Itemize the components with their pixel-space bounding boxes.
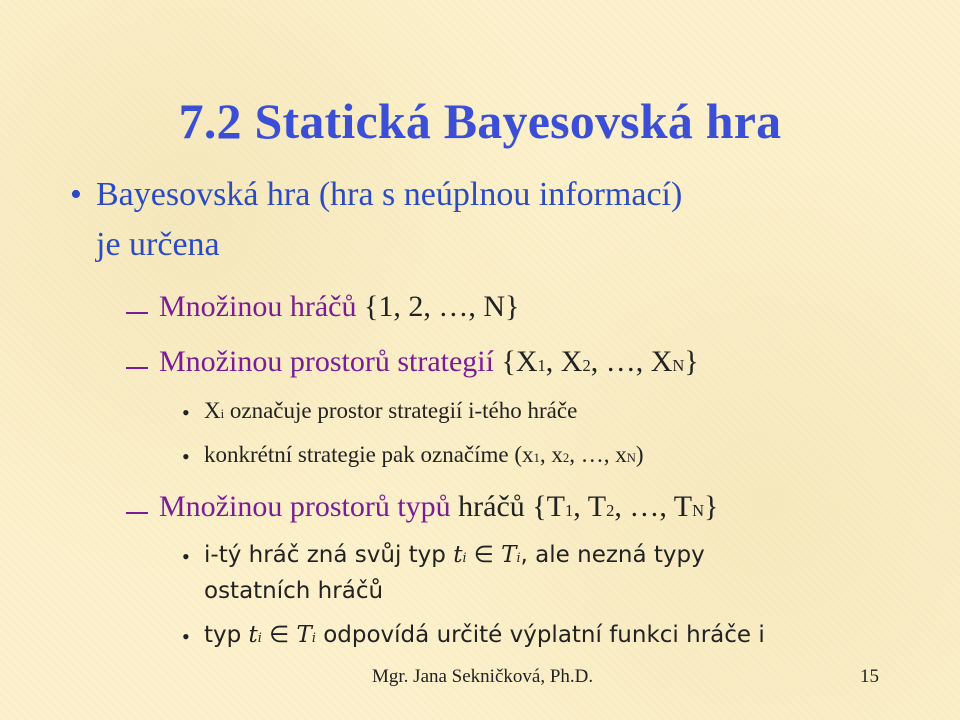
type-note-1-cont: ostatních hráčů [204, 578, 384, 604]
type-sets-math: {T1, T2, …, TN} [532, 490, 719, 523]
bullet-icon: • [182, 444, 190, 469]
slide-footer [0, 666, 960, 690]
intro-line-2 [96, 226, 220, 264]
type-note-1: • i-tý hráč zná svůj typ ti ∈ Ti, ale nezná typy [182, 542, 705, 569]
footer-author: Mgr. Jana Sekničková, Ph.D. [372, 666, 594, 687]
type-sets-label: Množinou prostorů typů [159, 490, 451, 523]
bullet-icon: • [182, 400, 190, 425]
dash-icon [126, 512, 148, 514]
strategy-note-1: • Xi označuje prostor strategií i-tého hráče [182, 398, 578, 425]
players-set-math: {1, 2, …, N} [363, 290, 520, 323]
strategy-sets-item [126, 345, 699, 379]
intro-line-1 [70, 176, 683, 214]
bullet-icon: • [182, 624, 190, 649]
slide-title: 7.2 Statická Bayesovská hra [178, 93, 782, 149]
intro-text-2: je určena [96, 226, 220, 263]
page-number: 15 [860, 666, 879, 687]
dash-icon [126, 367, 148, 369]
strategy-sets-label: Množinou prostorů strategií [159, 345, 494, 378]
type-sets-item [126, 490, 718, 524]
intro-text-1: Bayesovská hra (hra s neúplnou informací) [96, 176, 683, 213]
bullet-icon: • [182, 544, 190, 569]
type-note-2: • typ ti ∈ Ti odpovídá určité výplatní funkci hráče i [182, 622, 765, 649]
players-set-item [126, 290, 519, 324]
strategy-note-2: • konkrétní strategie pak označíme (x1, x2, …, xN) [182, 442, 644, 469]
players-set-label: Množinou hráčů [159, 290, 357, 323]
bullet-icon: • [70, 176, 82, 213]
type-sets-label-black: hráčů [458, 490, 525, 523]
strategy-sets-math: {X1, X2, …, XN} [501, 345, 699, 378]
dash-icon [126, 312, 148, 314]
